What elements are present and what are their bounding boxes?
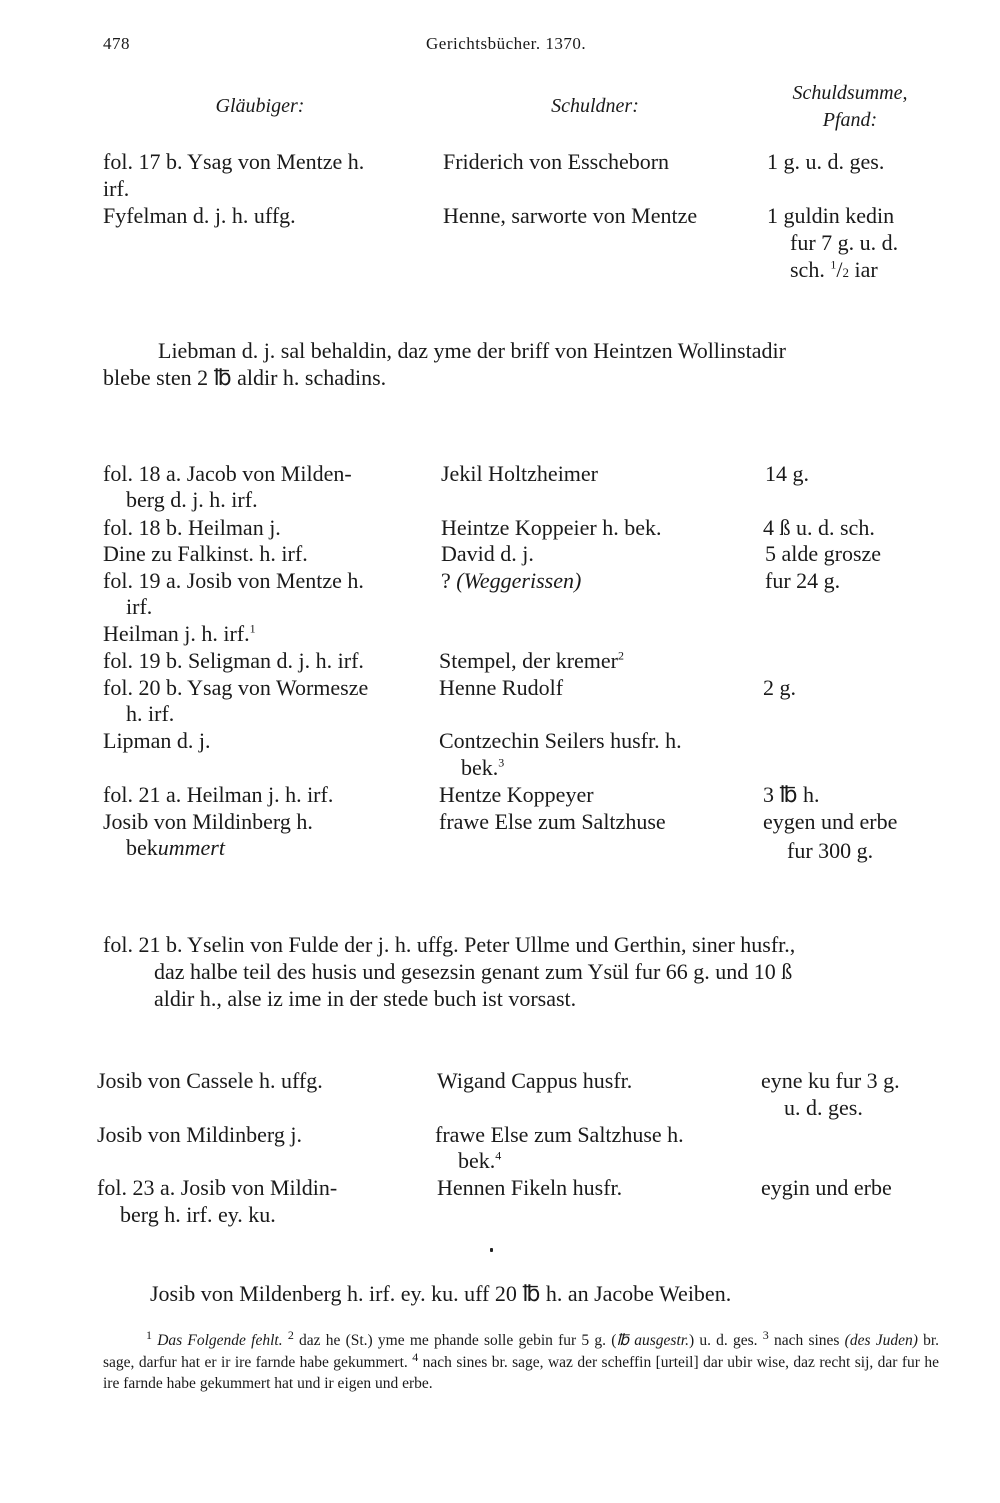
entry-creditor: Lipman d. j.: [103, 728, 211, 753]
entry-creditor: Josib von Cassele h. uffg.: [97, 1068, 323, 1093]
entry-amount: eygin und erbe: [761, 1175, 892, 1200]
column-head-debtor: Schuldner:: [551, 95, 639, 117]
entry-creditor: fol. 21 a. Heilman j. h. irf.: [103, 782, 334, 807]
entry-amount: 3 ℔ h.: [763, 782, 820, 807]
entry-creditor-cont: bekummert: [126, 835, 225, 860]
paragraph-line: daz halbe teil des husis und gesezsin genant zum Ysül fur 66 g. und 10 ß: [154, 959, 793, 984]
entry-amount: 2 g.: [763, 675, 796, 700]
entry-amount-cont: fur 300 g.: [787, 838, 874, 863]
entry-amount: 1 g. u. d. ges.: [767, 149, 885, 174]
footnote-text: Das Folgende fehlt.: [157, 1332, 283, 1349]
column-head-creditor: Gläubiger:: [215, 95, 305, 117]
footnote-number: 3: [762, 1327, 769, 1342]
entry-debtor: David d. j.: [441, 541, 534, 566]
running-title: Gerichtsbücher. 1370.: [426, 34, 587, 53]
footnotes: $^1$ Das Folgende fehlt. $^2$ daz he (St.) yme me phande solle gebin fur 5 g. (℔ ausgestr.) u. d. ges. $^3$ nach sines (des Juden) br. sage, darfur hat er ir ire farnde habe gekummert. $^4$ nach sines br. sage, waz der scheffin [urteil] dar ubir wise, daz recht sij, dar fur he ire farnde habe gekummert hat und ir eigen und erbe.: [103, 1327, 940, 1392]
entry-debtor: Friderich von Esscheborn: [443, 149, 670, 174]
entry-amount: 14 g.: [765, 461, 809, 486]
entry-creditor: fol. 19 b. Seligman d. j. h. irf.: [103, 648, 364, 673]
footnote-text: nach sines br. sage, waz der scheffin [urteil] dar ubir wise, daz recht sij, dar fur he ire farnde habe gekummert hat und ir eigen und erbe.: [103, 1353, 940, 1392]
page-number: 478: [103, 34, 130, 53]
entry-creditor-cont: irf.: [126, 594, 153, 619]
entry-amount: eygen und erbe: [763, 809, 898, 834]
entry-creditor: Fyfelman d. j. h. uffg.: [103, 203, 296, 228]
entry-debtor: Heintze Koppeier h. bek.: [441, 515, 662, 540]
column-head-amount-line1: Schuldsumme,: [792, 82, 908, 104]
entry-creditor-cont: berg d. j. h. irf.: [126, 487, 258, 512]
entry-debtor: Jekil Holtzheimer: [441, 461, 599, 486]
entry-debtor-cont: bek.$^4$: [458, 1148, 502, 1173]
footnote-marker: 2: [618, 648, 624, 663]
entry-amount-cont: fur 7 g. u. d.: [790, 230, 899, 255]
entry-debtor: ? (Weggerissen): [441, 568, 582, 593]
paragraph-line: blebe sten 2 ℔ aldir h. schadins.: [103, 365, 387, 390]
entry-debtor: Stempel, der kremer$^2$: [439, 648, 624, 673]
paragraph-line: Liebman d. j. sal behaldin, daz yme der briff von Heintzen Wollinstadir: [158, 338, 786, 363]
entry-amount: 1 guldin kedin: [767, 203, 895, 228]
entry-creditor: Heilman j. h. irf.$^1$: [103, 621, 256, 646]
paragraph-line: fol. 21 b. Yselin von Fulde der j. h. uffg. Peter Ullme und Gerthin, siner husfr.,: [103, 932, 796, 957]
entry-creditor: Josib von Mildinberg h.: [103, 809, 313, 834]
footnote-marker: 3: [498, 755, 505, 770]
footnote-number: 1: [146, 1327, 152, 1342]
entry-amount-cont: sch. $^1$/2 iar: [790, 257, 878, 282]
entry-debtor: Henne, sarworte von Mentze: [443, 203, 698, 228]
entry-amount-cont: u. d. ges.: [784, 1095, 863, 1120]
entry-amount: 4 ß u. d. sch.: [763, 515, 875, 540]
footnote-number: 2: [287, 1327, 294, 1342]
paragraph-line: aldir h., alse iz ime in der stede buch ist vorsast.: [154, 986, 577, 1011]
footnote-number: 4: [412, 1349, 419, 1364]
entry-debtor: Wigand Cappus husfr.: [437, 1068, 633, 1093]
entry-debtor: Contzechin Seilers husfr. h.: [439, 728, 682, 753]
entry-creditor: fol. 20 b. Ysag von Wormesze: [103, 675, 369, 700]
entry-creditor: fol. 18 a. Jacob von Milden-: [103, 461, 352, 486]
entry-amount: 5 alde grosze: [765, 541, 882, 566]
entry-debtor: frawe Else zum Saltzhuse: [439, 809, 666, 834]
entry-creditor: fol. 17 b. Ysag von Mentze h.: [103, 149, 365, 174]
entry-creditor: fol. 19 a. Josib von Mentze h.: [103, 568, 364, 593]
footnote-marker: 4: [495, 1148, 502, 1163]
entry-creditor: fol. 18 b. Heilman j.: [103, 515, 281, 540]
entry-creditor: Josib von Mildinberg j.: [97, 1122, 302, 1147]
entry-amount: eyne ku fur 3 g.: [761, 1068, 900, 1093]
entry-debtor: Hentze Koppeyer: [439, 782, 594, 807]
entry-debtor: Henne Rudolf: [439, 675, 564, 700]
entry-amount: fur 24 g.: [765, 568, 841, 593]
footnote-marker: 1: [249, 621, 256, 636]
footnote-text: br. sage, darfur hat er ir ire farnde habe gekummert.: [103, 1332, 940, 1371]
entry-creditor-cont: h. irf.: [126, 701, 175, 726]
entry-debtor: frawe Else zum Saltzhuse h.: [435, 1122, 684, 1147]
footnote-text: daz he (St.) yme me phande solle gebin fur 5 g. (: [299, 1332, 617, 1349]
paragraph-line: Josib von Mildenberg h. irf. ey. ku. uff 20 ℔ h. an Jacobe Weiben.: [150, 1281, 732, 1306]
entry-creditor: fol. 23 a. Josib von Mildin-: [97, 1175, 338, 1200]
ink-dot: [490, 1248, 493, 1252]
entry-debtor: Hennen Fikeln husfr.: [437, 1175, 623, 1200]
entry-debtor-cont: bek.$^3$: [461, 755, 505, 780]
entry-creditor-cont: irf.: [103, 176, 130, 201]
entry-creditor-cont: berg h. irf. ey. ku.: [120, 1202, 276, 1227]
column-head-amount-line2: Pfand:: [822, 109, 878, 131]
entry-creditor: Dine zu Falkinst. h. irf.: [103, 541, 308, 566]
